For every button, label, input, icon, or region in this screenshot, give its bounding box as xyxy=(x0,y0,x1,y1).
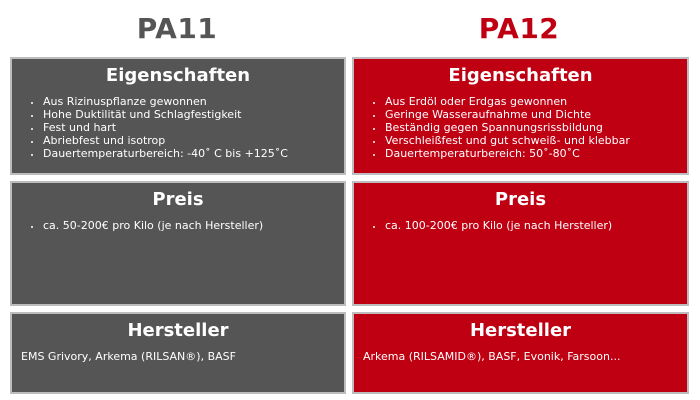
list-item: • Fest und hart xyxy=(42,121,344,134)
manufacturers-cell-pa12 xyxy=(352,312,689,394)
properties-heading: Eigenschaften xyxy=(105,65,251,86)
price-cell-pa12 xyxy=(352,181,689,306)
manufacturers-heading: Hersteller xyxy=(469,320,572,341)
price-cell-pa11 xyxy=(10,181,346,306)
list-item: • Aus Erdöl oder Erdgas gewonnen xyxy=(384,95,687,108)
price-list xyxy=(354,219,687,232)
manufacturers-text: Arkema (RILSAMID®), BASF, Evonik, Farsoon... xyxy=(363,350,621,363)
list-item: • Abriebfest und isotrop xyxy=(42,134,344,147)
list-item: • Dauertemperaturbereich: 50˚-80˚C xyxy=(384,147,687,160)
properties-list xyxy=(12,95,344,160)
list-item: • Dauertemperaturbereich: -40˚ C bis +125˚C xyxy=(42,147,344,160)
list-item: • Hohe Duktilität und Schlagfestigkeit xyxy=(42,108,344,121)
list-item: • Geringe Wasseraufnahme und Dichte xyxy=(384,108,687,121)
list-item: • ca. 100-200€ pro Kilo (je nach Hersteller) xyxy=(384,219,687,232)
price-heading: Preis xyxy=(152,189,204,210)
price-list xyxy=(12,219,344,232)
manufacturers-text: EMS Grivory, Arkema (RILSAN®), BASF xyxy=(21,350,236,363)
manufacturers-cell-pa11 xyxy=(10,312,346,394)
title-pa11: PA11 xyxy=(136,12,218,45)
properties-cell-pa11 xyxy=(10,57,346,175)
properties-cell-pa12 xyxy=(352,57,689,175)
properties-heading: Eigenschaften xyxy=(448,65,593,86)
list-item: • Aus Rizinuspflanze gewonnen xyxy=(42,95,344,108)
properties-list xyxy=(354,95,687,160)
list-item: • Beständig gegen Spannungsrissbildung xyxy=(384,121,687,134)
manufacturers-heading: Hersteller xyxy=(127,320,229,341)
price-heading: Preis xyxy=(494,189,547,210)
list-item: • Verschleißfest und gut schweiß- und klebbar xyxy=(384,134,687,147)
title-pa12: PA12 xyxy=(478,12,560,45)
list-item: • ca. 50-200€ pro Kilo (je nach Hersteller) xyxy=(42,219,344,232)
